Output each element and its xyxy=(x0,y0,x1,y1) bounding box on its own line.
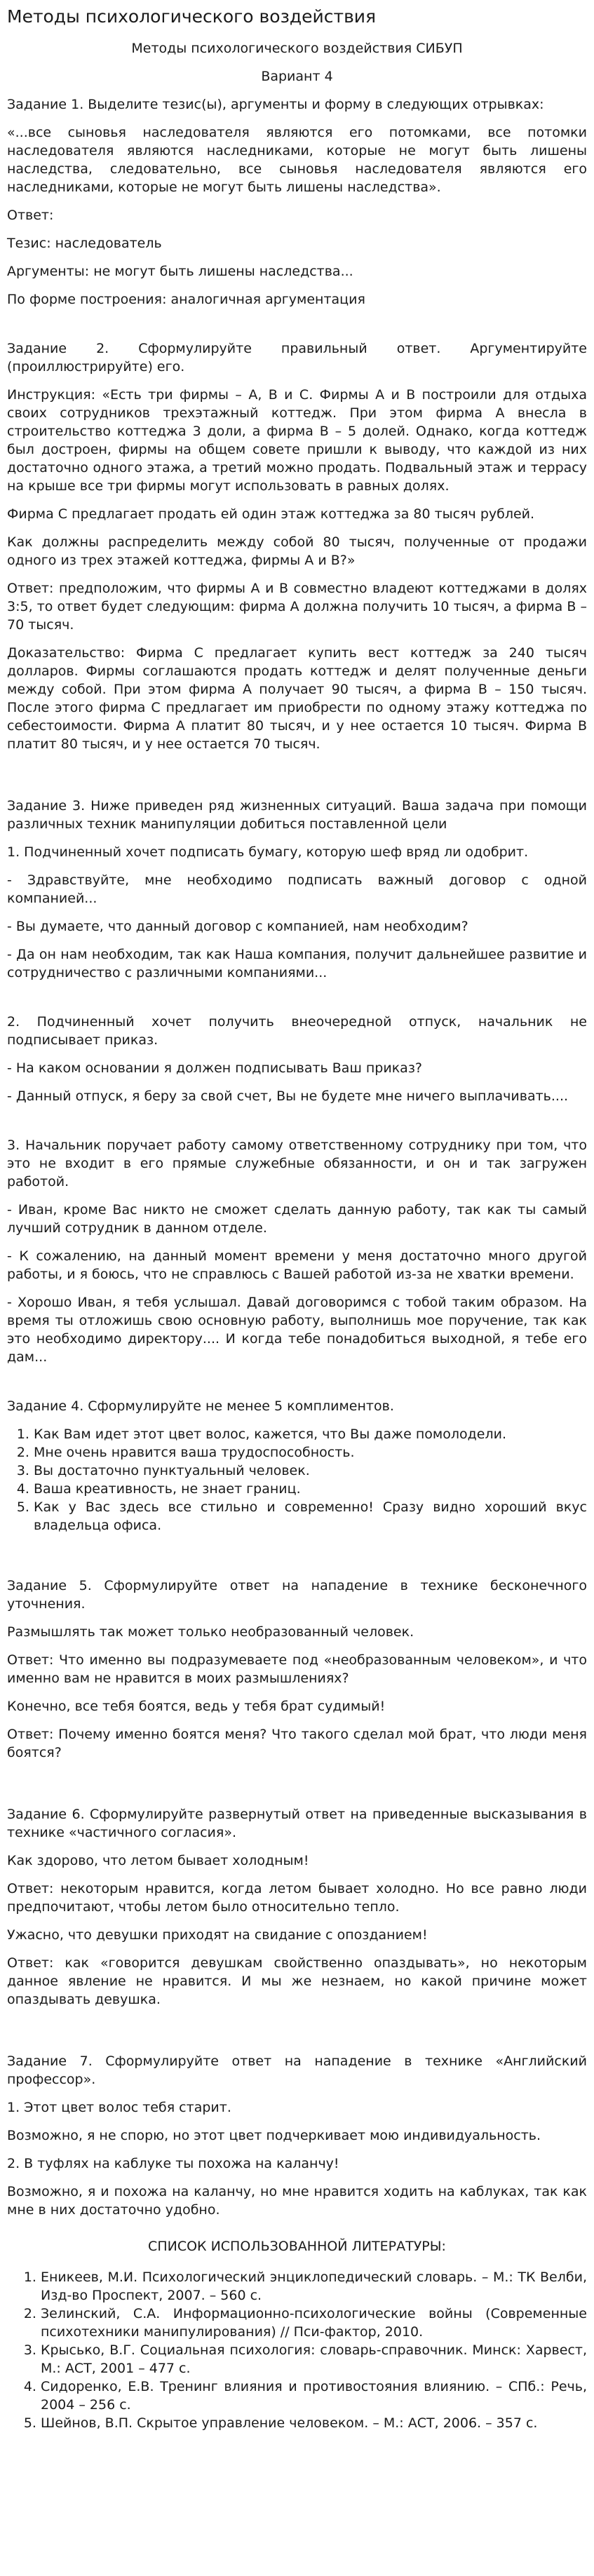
list-item: 5. Как у Вас здесь все стильно и современно! Сразу видно хороший вкус владельца офиса. xyxy=(34,1498,587,1535)
situation-1-line: - Вы думаете, что данный договор с компанией, нам необходим? xyxy=(7,919,468,934)
task-1-quote: «...все сыновья наследователя являются его потомками, все потомки наследователя являются наследниками, которые не могут быть лишены наследства, следовательно, все сыновья наследователя являются его наследниками, которые не могут быть лишены наследства». xyxy=(7,125,587,195)
task-5-line: Размышлять так может только необразованный человек. xyxy=(7,1624,414,1640)
situation-2-line: - Данный отпуск, я беру за свой счет, Вы не будете мне ничего выплачивать.... xyxy=(7,1088,569,1104)
task-5-line: Ответ: Что именно вы подразумеваете под «необразованным человеком», и что именно вам не нравится в моих размышлениях? xyxy=(7,1652,587,1686)
task-7 xyxy=(7,2052,587,2219)
task-5-line: Конечно, все тебя боятся, ведь у тебя брат судимый! xyxy=(7,1699,386,1714)
task-2 xyxy=(7,339,587,753)
document-subtitle: Методы психологического воздействия СИБУП xyxy=(131,41,463,56)
task-1-arguments: Аргументы: не могут быть лишены наследства... xyxy=(7,264,353,279)
list-item: 5. Шейнов, В.П. Скрытое управление человеком. – М.: АСТ, 2006. – 357 с. xyxy=(41,2414,587,2432)
task-4 xyxy=(7,1397,587,1535)
list-item: 3. Вы достаточно пунктуальный человек. xyxy=(34,1462,587,1480)
task-1-form: По форме построения: аналогичная аргументация xyxy=(7,292,365,307)
situation-1-title: 1. Подчиненный хочет подписать бумагу, которую шеф вряд ли одобрит. xyxy=(7,844,529,860)
task-5 xyxy=(7,1577,587,1762)
task-2-answer: Ответ: предположим, что фирмы А и В совместно владеют коттеджами в долях 3:5, то ответ будет следующим: фирма А должна получить 10 тысяч, а фирма В – 70 тысяч. xyxy=(7,581,587,633)
literature xyxy=(7,2237,587,2432)
situation-1-line: - Здравствуйте, мне необходимо подписать важный договор с одной компанией... xyxy=(7,872,587,906)
situation-2-line: - На каком основании я должен подписывать Ваш приказ? xyxy=(7,1060,423,1076)
situation-2-title: 2. Подчиненный хочет получить внеочередной отпуск, начальник не подписывает приказ. xyxy=(7,1014,587,1048)
task-2-question: Как должны распределить между собой 80 тысяч, полученные от продажи одного из трех этажей коттеджа, фирмы А и В?» xyxy=(7,534,587,568)
list-item: 1. Еникеев, М.И. Психологический энциклопедический словарь. – М.: ТК Велби, Изд-во Проспект, 2007. – 560 с. xyxy=(41,2268,587,2305)
compliments-list xyxy=(7,1425,587,1535)
task-3 xyxy=(7,797,587,1366)
task-6-line: Ответ: как «говорится девушкам свойственно опаздывать», но некоторым данное явление не нравится. И мы же незнаем, но какой причине может опаздывать девушка. xyxy=(7,1955,587,2007)
task-6-line: Ответ: некоторым нравится, когда летом бывает холодно. Но все равно люди предпочитают, чтобы летом было относительно тепло. xyxy=(7,1881,587,1915)
situation-1-line: - Да он нам необходим, так как Наша компания, получит дальнейшее развитие и сотрудничество с различными компаниями... xyxy=(7,947,587,980)
page-title: Методы психологического воздействия xyxy=(7,6,377,27)
task-2-proof: Доказательство: Фирма С предлагает купить вест коттедж за 240 тысяч долларов. Фирмы соглашаются продать коттедж и делят полученные деньги между собой. При этом фирма А получает 90 тысяч, а фирма В – 150 тысяч. После этого фирма С предлагает им приобрести по одному этажу коттеджа по себестоимости. Фирма А платит 80 тысяч, и у нее остается 10 тысяч. Фирма В платит 80 тысяч, и у нее остается 70 тысяч. xyxy=(7,645,587,752)
variant-label: Вариант 4 xyxy=(261,69,333,84)
task-7-heading: Задание 7. Сформулируйте ответ на нападение в технике «Английский профессор». xyxy=(7,2054,587,2087)
task-6-heading: Задание 6. Сформулируйте развернутый ответ на приведенные высказывания в технике «частичного согласия». xyxy=(7,1807,587,1840)
task-3-heading: Задание 3. Ниже приведен ряд жизненных ситуаций. Ваша задача при помощи различных техник манипуляции добиться поставленной цели xyxy=(7,798,587,832)
task-2-offer: Фирма С предлагает продать ей один этаж коттеджа за 80 тысяч рублей. xyxy=(7,506,535,522)
task-2-heading: Задание 2. Сформулируйте правильный ответ. Аргументируйте (проиллюстрируйте) его. xyxy=(7,341,587,375)
task-5-line: Ответ: Почему именно боятся меня? Что такого сделал мой брат, что люди меня боятся? xyxy=(7,1727,587,1760)
situation-3-line: - К сожалению, на данный момент времени у меня достаточно много другой работы, и я боюсь, что не справлюсь с Вашей работой из-за не хватки времени. xyxy=(7,1248,587,1282)
task-7-line: Возможно, я не спорю, но этот цвет подчеркивает мою индивидуальность. xyxy=(7,2128,541,2143)
literature-list xyxy=(7,2268,587,2432)
task-7-line: 1. Этот цвет волос тебя старит. xyxy=(7,2100,231,2115)
task-6-line: Ужасно, что девушки приходят на свидание с опозданием! xyxy=(7,1927,428,1943)
task-6 xyxy=(7,1805,587,2009)
situation-3-title: 3. Начальник поручает работу самому ответственному сотруднику при том, что это не входит в его прямые служебные обязанности, и он и так загружен работой. xyxy=(7,1138,587,1189)
literature-heading: СПИСОК ИСПОЛЬЗОВАННОЙ ЛИТЕРАТУРЫ: xyxy=(148,2239,446,2254)
task-1-answer-label: Ответ: xyxy=(7,208,54,223)
list-item: 4. Сидоренко, Е.В. Тренинг влияния и противостояния влиянию. – СПб.: Речь, 2004 – 256 с. xyxy=(41,2378,587,2414)
task-1 xyxy=(7,95,587,309)
task-4-heading: Задание 4. Сформулируйте не менее 5 комплиментов. xyxy=(7,1398,394,1414)
list-item: 2. Зелинский, С.А. Информационно-психологические войны (Современные психотехники манипулирования) // Пси-фактор, 2010. xyxy=(41,2305,587,2341)
situation-3-line: - Хорошо Иван, я тебя услышал. Давай договоримся с тобой таким образом. На время ты отложишь свою основную работу, выполнишь мое поручение, так как это необходимо директору.... И когда тебе понадобиться выходной, я тебе его дам... xyxy=(7,1295,587,1365)
list-item: 1. Как Вам идет этот цвет волос, кажется, что Вы даже помолодели. xyxy=(34,1425,587,1443)
list-item: 2. Мне очень нравится ваша трудоспособность. xyxy=(34,1443,587,1462)
task-6-line: Как здорово, что летом бывает холодным! xyxy=(7,1853,309,1868)
task-7-line: 2. В туфлях на каблуке ты похожа на каланчу! xyxy=(7,2156,339,2171)
situation-3-line: - Иван, кроме Вас никто не сможет сделать данную работу, так как ты самый лучший сотрудник в данном отделе. xyxy=(7,1202,587,1236)
list-item: 4. Ваша креативность, не знает границ. xyxy=(34,1480,587,1498)
task-5-heading: Задание 5. Сформулируйте ответ на нападение в технике бесконечного уточнения. xyxy=(7,1578,587,1612)
task-1-heading: Задание 1. Выделите тезис(ы), аргументы и форму в следующих отрывках: xyxy=(7,97,544,112)
list-item: 3. Крысько, В.Г. Социальная психология: словарь-справочник. Минск: Харвест, М.: АСТ, 2001 – 477 с. xyxy=(41,2341,587,2378)
task-7-line: Возможно, я и похожа на каланчу, но мне нравится ходить на каблуках, так как мне в них достаточно удобно. xyxy=(7,2184,587,2218)
task-2-instruction: Инструкция: «Есть три фирмы – А, В и С. Фирмы А и В построили для отдыха своих сотрудников трехэтажный коттедж. При этом фирма А внесла в строительство коттеджа 3 доли, а фирма В – 5 долей. Однако, когда коттедж был достроен, фирмы на общем совете пришли к выводу, что каждой из них достаточно одного этажа, а третий можно продать. Подвальный этаж и террасу на крыше все три фирмы могут использовать в равных долях. xyxy=(7,387,587,494)
task-1-thesis: Тезис: наследователь xyxy=(7,236,162,251)
